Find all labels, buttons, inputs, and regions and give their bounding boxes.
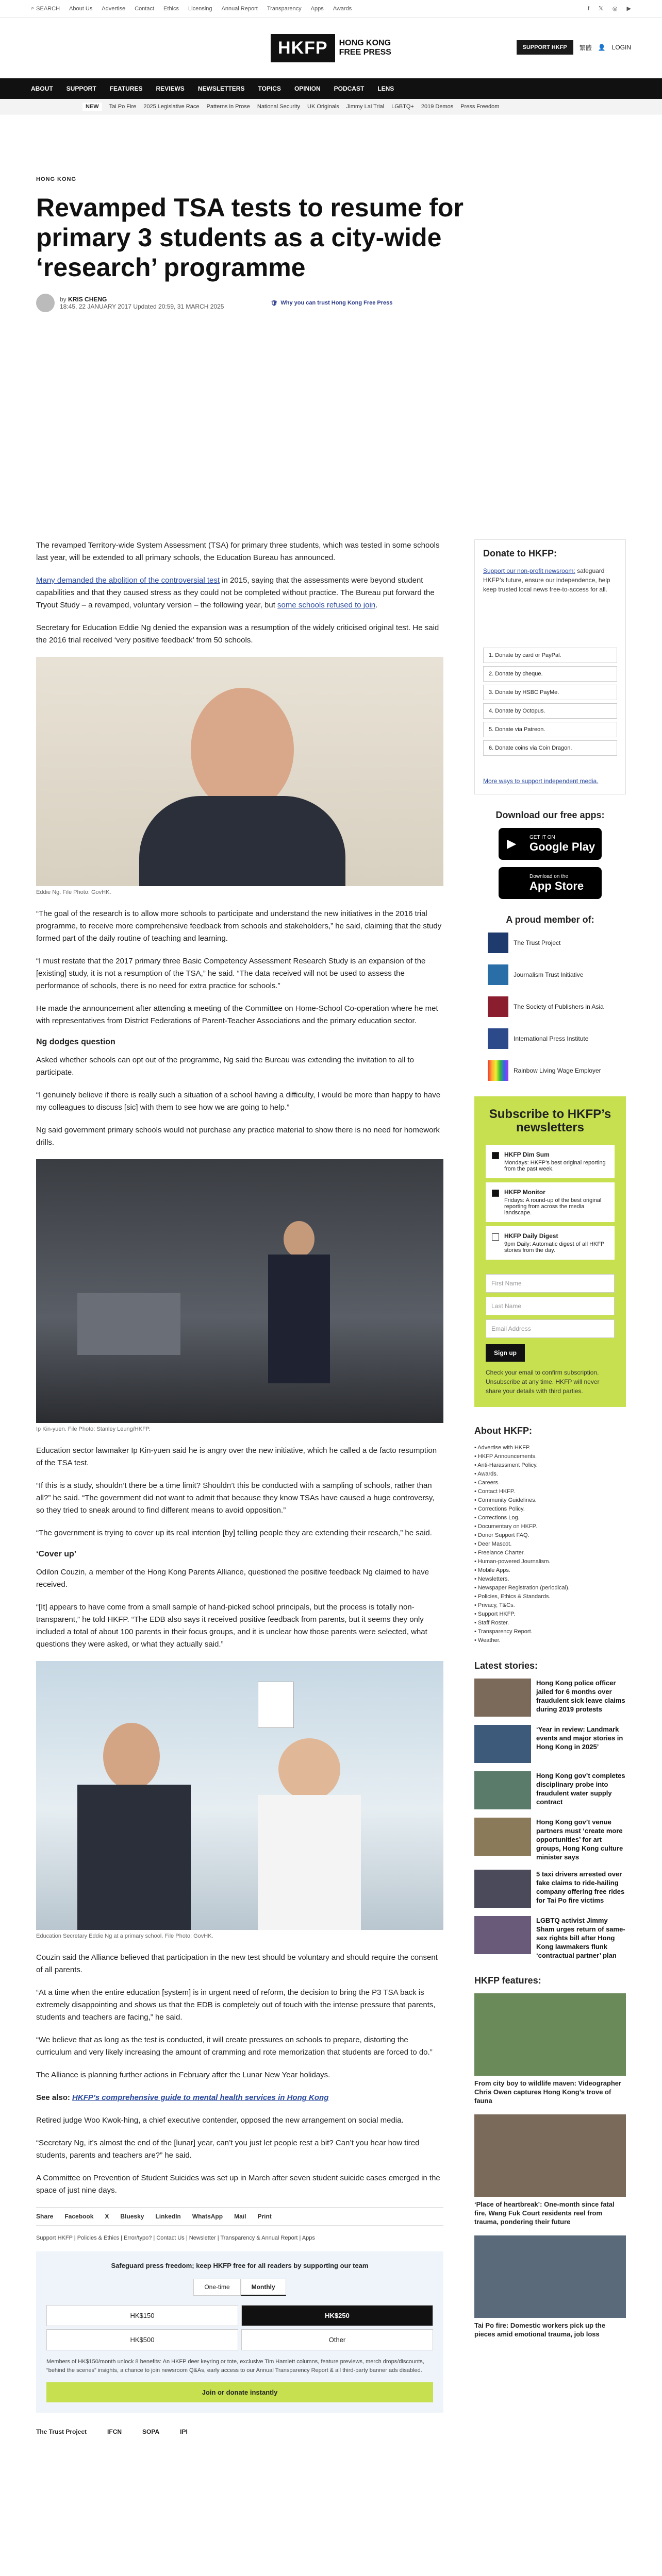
about-link[interactable]: • Corrections Policy.: [474, 1506, 525, 1512]
top-link-apps[interactable]: Apps: [310, 5, 324, 12]
member-org[interactable]: The Trust Project: [488, 933, 626, 953]
top-utility-bar: [0, 0, 662, 18]
google-play-button[interactable]: ▶ GET IT ON Google Play: [499, 828, 602, 860]
share-mail[interactable]: Mail: [234, 2213, 246, 2220]
about-link[interactable]: • Newspaper Registration (periodical).: [474, 1585, 570, 1591]
top-link-transparency[interactable]: Transparency: [267, 5, 302, 12]
shield-icon: 🛡: [270, 300, 278, 307]
about-link[interactable]: • Documentary on HKFP.: [474, 1523, 537, 1530]
sopa-icon: [488, 996, 508, 1017]
see-also-link[interactable]: HKFP’s comprehensive guide to mental health services in Hong Kong: [72, 2093, 329, 2102]
about-link[interactable]: • Freelance Charter.: [474, 1550, 525, 1556]
instagram-icon[interactable]: ◎: [612, 6, 618, 12]
x-icon[interactable]: 𝕏: [599, 6, 603, 12]
about-link[interactable]: • Privacy, T&Cs.: [474, 1602, 515, 1608]
article-dates: 18:45, 22 JANUARY 2017 Updated 20:59, 31 MARCH 2025: [60, 303, 224, 310]
subheading: ‘Cover up’: [36, 1550, 77, 1558]
article-link[interactable]: Many demanded the abolition of the controversial test: [36, 576, 220, 585]
nav-newsletters[interactable]: NEWSLETTERS: [197, 85, 245, 92]
youtube-icon[interactable]: ▶: [626, 6, 631, 12]
newsletter-option[interactable]: HKFP Monitor Fridays: A round-up of the best original reporting from across the media landscape.: [486, 1182, 615, 1222]
share-bar: [36, 2207, 443, 2226]
top-link-contact[interactable]: Contact: [135, 5, 155, 12]
article-title: Revamped TSA tests to resume for primary 3 students as a city-wide ‘research’ programme: [36, 193, 464, 282]
about-widget: About HKFP: • Advertise with HKFP. • HKFP Announcements. • Anti-Harassment Policy. • Awards. • Careers. • Contact HKFP. • Community Guidelines. • Corrections Policy. • Corrections Log. • Documentary on HKFP. • Donor Support FAQ. • Deer Mascot. • Freelance Charter. • Human-powered Journalism. • Mobile Apps. • Newsletters. • Newspaper Registration (periodical). • Policies, Ethics & Standards. • Privacy, T&Cs. • Support HKFP. • Staff Roster. • Transparency Report. • Weather.: [474, 1426, 626, 1645]
about-link[interactable]: • Mobile Apps.: [474, 1567, 510, 1573]
about-link[interactable]: • Weather.: [474, 1637, 501, 1643]
join-donate-button[interactable]: Join or donate instantly: [46, 2382, 433, 2402]
google-play-icon: ▶: [507, 837, 517, 851]
language-link[interactable]: 繁體: [579, 44, 592, 52]
share-whatsapp[interactable]: WhatsApp: [192, 2213, 223, 2220]
trending-item[interactable]: Jimmy Lai Trial: [346, 103, 385, 110]
feature-item[interactable]: Tai Po fire: Domestic workers pick up the pieces amid emotional trauma, job loss: [474, 2235, 626, 2338]
ipi-icon: [488, 1028, 508, 1049]
about-link[interactable]: • Contact HKFP.: [474, 1488, 515, 1495]
story-item[interactable]: Hong Kong gov’t venue partners must ‘create more opportunities’ for art groups, Hong Kong culture minister says: [474, 1818, 626, 1861]
badge: IFCN: [107, 2428, 122, 2435]
story-item[interactable]: Hong Kong gov’t completes disciplinary probe into fraudulent water supply contract: [474, 1771, 626, 1809]
member-org[interactable]: International Press Institute: [488, 1028, 626, 1049]
donate-option[interactable]: 4. Donate by Octopus.: [483, 703, 617, 719]
byline: by KRIS CHENG 18:45, 22 JANUARY 2017 Updated 20:59, 31 MARCH 2025 🛡 Why you can trust Hong Kong Free Press: [36, 294, 626, 312]
about-link[interactable]: • Policies, Ethics & Standards.: [474, 1594, 551, 1600]
about-link[interactable]: • Newsletters.: [474, 1576, 509, 1582]
nav-support[interactable]: SUPPORT: [66, 85, 96, 92]
member-org[interactable]: Journalism Trust Initiative: [488, 964, 626, 985]
article-link[interactable]: some schools refused to join: [277, 601, 376, 609]
nav-opinion[interactable]: OPINION: [294, 85, 321, 92]
nav-topics[interactable]: TOPICS: [258, 85, 281, 92]
donate-option[interactable]: 5. Donate via Patreon.: [483, 722, 617, 737]
donate-option[interactable]: 1. Donate by card or PayPal.: [483, 648, 617, 663]
share-print[interactable]: Print: [257, 2213, 272, 2220]
about-link[interactable]: • Human-powered Journalism.: [474, 1558, 551, 1565]
article-category[interactable]: HONG KONG: [36, 176, 77, 182]
about-link[interactable]: • Careers.: [474, 1480, 500, 1486]
app-store-button[interactable]: Download on the App Store: [499, 867, 602, 899]
share-linkedin[interactable]: LinkedIn: [155, 2213, 181, 2220]
story-item[interactable]: ‘Year in review: Landmark events and major stories in Hong Kong in 2025’: [474, 1725, 626, 1763]
amount-option-selected[interactable]: HK$250: [241, 2305, 433, 2326]
share-facebook[interactable]: Facebook: [64, 2213, 94, 2220]
about-link[interactable]: • Donor Support FAQ.: [474, 1532, 529, 1538]
about-link[interactable]: • Staff Roster.: [474, 1620, 509, 1626]
top-link-licensing[interactable]: Licensing: [188, 5, 212, 12]
search-link[interactable]: ⌕ SEARCH: [31, 5, 60, 12]
photo-caption: Ip Kin-yuen. File Photo: Stanley Leung/HKFP.: [36, 1426, 151, 1432]
nav-features[interactable]: FEATURES: [109, 85, 143, 92]
about-link[interactable]: • Corrections Log.: [474, 1515, 520, 1521]
photo-caption: Eddie Ng. File Photo: GovHK.: [36, 889, 111, 895]
amount-option[interactable]: HK$500: [46, 2329, 238, 2350]
donate-option[interactable]: 6. Donate coins via Coin Dragon.: [483, 740, 617, 756]
login-link[interactable]: LOGIN: [611, 44, 631, 51]
photo-school-visit: [36, 1661, 443, 1930]
search-icon: ⌕: [31, 5, 35, 11]
subheading: Ng dodges question: [36, 1038, 115, 1046]
share-label: Share: [36, 2213, 54, 2220]
checkbox-checked: [492, 1152, 499, 1159]
trending-item[interactable]: 2019 Demos: [421, 103, 454, 110]
trending-item[interactable]: Press Freedom: [460, 103, 500, 110]
about-link[interactable]: • Awards.: [474, 1471, 498, 1477]
facebook-icon[interactable]: f: [587, 5, 590, 12]
story-item[interactable]: Hong Kong police officer jailed for 6 months over fraudulent sick leave claims during 2019 protests: [474, 1679, 626, 1717]
nav-reviews[interactable]: REVIEWS: [156, 85, 185, 92]
member-org[interactable]: The Society of Publishers in Asia: [488, 996, 626, 1017]
more-ways-link[interactable]: More ways to support independent media.: [483, 777, 599, 785]
share-bluesky[interactable]: Bluesky: [120, 2213, 144, 2220]
amount-option[interactable]: Other: [241, 2329, 433, 2350]
membership-widget: A proud member of: The Trust Project Journalism Trust Initiative The Society of Publishers in Asia International Press Institute Rainbow Living Wage Employer: [474, 914, 626, 1081]
rainbow-icon: [488, 1060, 508, 1081]
photo-caption: Education Secretary Eddie Ng at a primary school. File Photo: GovHK.: [36, 1933, 213, 1939]
donate-option[interactable]: 3. Donate by HSBC PayMe.: [483, 685, 617, 700]
donate-box: Safeguard press freedom; keep HKFP free for all readers by supporting our team One-time Monthly HK$150 HK$250 HK$500 Other Members of HK$150/month unlock 8 benefits: An HKFP deer keyring or tote, exclusive Tim Hamlett columns, feature previews, merch drops/discounts, “behind the scenes” insights, a chance to join newsroom Q&As, early access to our Annual Transparency Report & all third-party banner ads disabled. Join or donate instantly: [36, 2251, 443, 2413]
trending-item[interactable]: Patterns in Prose: [206, 103, 250, 110]
tab-one-time[interactable]: One-time: [193, 2279, 240, 2296]
amount-option[interactable]: HK$150: [46, 2305, 238, 2326]
main-nav: [0, 78, 662, 99]
feature-item[interactable]: ‘Place of heartbreak’: One-month since fatal fire, Wang Fuk Court residents reel from trauma, pondering their future: [474, 2114, 626, 2226]
trust-link[interactable]: 🛡 Why you can trust Hong Kong Free Press: [270, 300, 393, 307]
last-name-input[interactable]: Last Name: [486, 1297, 615, 1315]
signup-button[interactable]: Sign up: [486, 1344, 525, 1362]
badge: IPI: [180, 2428, 188, 2435]
nav-podcast[interactable]: PODCAST: [334, 85, 365, 92]
donate-link[interactable]: Support our non-profit newsroom:: [483, 567, 575, 574]
trending-item[interactable]: UK Originals: [307, 103, 339, 110]
trending-item[interactable]: Tai Po Fire: [109, 103, 137, 110]
donate-widget: Donate to HKFP: Support our non-profit newsroom: safeguard HKFP’s future, ensure our independence, help keep trusted local news free-to-access for all. 1. Donate by card or PayPal. 2. Donate by cheque. 3. Donate by HSBC PayMe. 4. Donate by Octopus. 5. Donate via Patreon. 6. Donate coins via Coin Dragon. More ways to support independent media.: [474, 539, 626, 794]
story-item[interactable]: LGBTQ activist Jimmy Sham urges return of same-sex rights bill after Hong Kong lawmakers flunk ‘contractual partner’ plan: [474, 1916, 626, 1960]
author-name[interactable]: KRIS CHENG: [68, 296, 107, 303]
site-header: [0, 18, 662, 78]
photo-eddie-ng: [36, 657, 443, 886]
trending-item[interactable]: National Security: [257, 103, 301, 110]
about-link[interactable]: • Advertise with HKFP.: [474, 1445, 531, 1451]
share-x[interactable]: X: [105, 2213, 109, 2220]
member-org[interactable]: Rainbow Living Wage Employer: [488, 1060, 626, 1081]
article-body: The revamped Territory-wide System Assessment (TSA) for primary three students, which was tested in some schools last year, will be extended to all primary schools, the Education Bureau has announced. Many demanded the abolition of the controversial test in 2015, saying that the assessments were beyond student capabilities and that they caused stress as they could not be completed without practice. The Bureau put forward the Tryout Study – a revamped, voluntary version – the following year, but some schools refused to join. Secretary for Education Eddie Ng denied the expansion was a resumption of the widely criticised original test. He said the 2016 trial received ‘very positive feedback’ from 50 schools. Eddie Ng. File Photo: GovHK. “The goal of the research is to allow more schools to participate and understand the new initiatives in the 2016 trial programme, to receive more comprehensive feedback from schools and stakeholders,” he said, claiming that the study formed part of the daily routine of teaching and learning. “I must restate that the 2017 primary three Basic Competency Assessment Research Study is an expansion of the [existing] study, it is not a resumption of the TSA,” he said. “The data received will not be used to assess the performance of schools, there is no need for extra practice for schools.” He made the announcement after attending a meeting of the Committee on Home-School Co-operation where he met with representatives from District Federations of Parent-Teacher Associations and the primary education sector. Ng dodges question Asked whether schools can opt out of the programme, Ng said the Bureau was extending the invitation to all to participate. “I genuinely believe if there is really such a situation of a school having a difficulty, I would be more than happy to have my colleagues to discuss [sic] with them to see how we are going to help.” Ng said government primary schools would not purchase any practice material to show there is no need for homework drills. Ip Kin-yuen. File Photo: Stanley Leung/HKFP. Education sector lawmaker Ip Kin-yuen said he is angry over the new initiative, which he called a de facto resumption of the TSA test. “If this is a study, shouldn’t there be a time limit? Shouldn’t this be conducted with a sampling of schools, rather than all?” he said. “The government did not want to admit that because they know TSAs have caused a huge controversy, so they tried to sneak around to find different means to avoid opposition.” “The government is trying to cover up its real intention [by] telling people they are extending their research,” he said. ‘Cover up’ Odilon Couzin, a member of the Hong Kong Parents Alliance, questioned the positive feedback Ng claimed to have received. “[It] appears to have come from a small sample of hand-picked school principals, but the process is totally non-transparent,” he told HKFP. “The EDB also says it received positive feedback from parents, but it seems they only included a total of about 100 parents in their focus groups, and it is unclear how those parents were selected, what questions they were asked, or what they actually said.” Education Secretary Eddie Ng at a primary school. File Photo: GovHK. Couzin said the Alliance believed that participation in the new test should be voluntary and should require the consent of all parents. “At a time when the entire education [system] is in urgent need of reform, the decision to bring the P3 TSA back is extremely disappointing and shows us that the EDB is completely out of touch with the intense pressure that parents, students and teachers are facing,” he said. “We believe that as long as the test is conducted, it will create pressures on schools to prepare, distorting the curriculum and very likely increasing the amount of cramming and rote memorization that students are forced to do.” The Alliance is planning further actions in February after the Lunar New Year holidays. See also: HKFP’s comprehensive guide to mental health services in Hong Kong Retired judge Woo Kwok-hing, a chief executive contender, opposed the new arrangement on social media. “Secretary Ng, it’s almost the end of the [lunar] year, can’t you just let people rest a bit? Can’t you hear how tired students, parents and teachers are?” he said. A Committee on Prevention of Student Suicides was set up in March after seven student suicide cases emerged in the space of just nine days. Share Facebook X Bluesky LinkedIn WhatsApp Mail Print Support HKFP | Policies & Ethics | Error/typo? | Contact Us | Newsletter | Transparency & Annual Report | Apps Safeguard press freedom; keep HKFP free for all readers by supporting our team One-time Monthly HK$150 HK$250 HK$500 Other Members of HK$150/month unlock 8 benefits: An HKFP deer keyring or tote, exclusive Tim Hamlett columns, feature previews, merch drops/discounts, “behind the scenes” insights, a chance to join newsroom Q&As, early access to our Annual Transparency Report & all third-party banner ads disabled. Join or donate instantly The Trust Project IFCN SOPA IPI: [36, 539, 443, 2435]
email-input[interactable]: Email Address: [486, 1319, 615, 1338]
apple-icon: [507, 875, 522, 891]
checkbox-checked: [492, 1190, 499, 1197]
nav-lens[interactable]: LENS: [377, 85, 394, 92]
checkbox: [492, 1233, 499, 1241]
trust-project-icon: [488, 933, 508, 953]
features-widget: HKFP features: From city boy to wildlife maven: Videographer Chris Owen captures Hong Kong’s trove of fauna ‘Place of heartbreak’: One-month since fatal fire, Wang Fuk Court residents reel from trauma, pondering their future Tai Po fire: Domestic workers pick up the pieces amid emotional trauma, job loss: [474, 1975, 626, 2338]
footer-links[interactable]: Support HKFP | Policies & Ethics | Error/typo? | Contact Us | Newsletter | Transparency & Annual Report | Apps: [36, 2235, 315, 2241]
about-link[interactable]: • Deer Mascot.: [474, 1541, 512, 1547]
newsletter-option[interactable]: HKFP Daily Digest 9pm Daily: Automatic digest of all HKFP stories from the day.: [486, 1226, 615, 1260]
about-link[interactable]: • Transparency Report.: [474, 1629, 533, 1635]
about-link[interactable]: • Community Guidelines.: [474, 1497, 537, 1503]
about-link[interactable]: • Anti-Harassment Policy.: [474, 1462, 538, 1468]
nav-about[interactable]: ABOUT: [31, 85, 53, 92]
latest-stories: Latest stories: Hong Kong police officer jailed for 6 months over fraudulent sick leave claims during 2019 protests ‘Year in review: Landmark events and major stories in Hong Kong in 2025’ Hong Kong gov’t completes disciplinary probe into fraudulent water supply contract Hong Kong gov’t venue partners must ‘create more opportunities’ for art groups, Hong Kong culture minister says 5 taxi drivers arrested over fake claims to ride-hailing company offering free rides for Tai Po fire victims LGBTQ activist Jimmy Sham urges return of same-sex rights bill after Hong Kong lawmakers flunk ‘contractual partner’ plan: [474, 1660, 625, 1959]
author-avatar: [36, 294, 55, 312]
about-link[interactable]: • HKFP Announcements.: [474, 1453, 537, 1460]
newsletter-widget: Subscribe to HKFP’s newsletters HKFP Dim Sum Mondays: HKFP’s best original reporting from the past week. HKFP Monitor Fridays: A round-up of the best original reporting from across the media landscape. HKFP Daily Digest 9pm Daily: Automatic digest of all HKFP stories from the day. First Name Last Name Email Address Sign up Check your email to confirm subscription. Unsubscribe at any time. HKFP will never share your details with third parties.: [474, 1096, 626, 1407]
tab-monthly[interactable]: Monthly: [241, 2279, 286, 2296]
sidebar: [474, 539, 626, 2348]
newsletter-option[interactable]: HKFP Dim Sum Mondays: HKFP’s best original reporting from the past week.: [486, 1145, 615, 1178]
trending-bar: [0, 99, 662, 114]
trending-item[interactable]: 2025 Legislative Race: [143, 103, 200, 110]
badge: SOPA: [142, 2428, 160, 2435]
top-link-annual-report[interactable]: Annual Report: [221, 5, 258, 12]
user-icon[interactable]: 👤: [598, 44, 606, 51]
first-name-input[interactable]: First Name: [486, 1274, 615, 1293]
donate-option[interactable]: 2. Donate by cheque.: [483, 666, 617, 682]
support-hkfp-button[interactable]: SUPPORT HKFP: [517, 40, 573, 55]
story-item[interactable]: 5 taxi drivers arrested over fake claims to ride-hailing company offering free rides for Tai Po fire victims: [474, 1870, 626, 1908]
badges-row: [36, 2428, 443, 2435]
site-logo[interactable]: HKFP HONG KONG FREE PRESS: [271, 34, 391, 62]
badge: The Trust Project: [36, 2428, 87, 2435]
jti-icon: [488, 964, 508, 985]
top-link-about[interactable]: About Us: [69, 5, 93, 12]
apps-widget: Download our free apps: ▶ GET IT ON Google Play Download on the App Store: [474, 810, 626, 899]
trending-item[interactable]: LGBTQ+: [391, 103, 414, 110]
feature-item[interactable]: From city boy to wildlife maven: Videographer Chris Owen captures Hong Kong’s trove of fauna: [474, 1993, 626, 2105]
top-link-awards[interactable]: Awards: [333, 5, 352, 12]
photo-ip-kin-yuen: [36, 1159, 443, 1423]
member-perks: Members of HK$150/month unlock 8 benefits: An HKFP deer keyring or tote, exclusive Tim Hamlett columns, feature previews, merch drops/discounts, “behind the scenes” insights, a chance to join newsroom Q&As, early access to our Annual Transparency Report & all third-party banner ads disabled.: [46, 2359, 424, 2374]
top-link-advertise[interactable]: Advertise: [102, 5, 126, 12]
new-badge: NEW: [82, 103, 102, 111]
top-link-ethics[interactable]: Ethics: [163, 5, 179, 12]
about-link[interactable]: • Support HKFP.: [474, 1611, 516, 1617]
